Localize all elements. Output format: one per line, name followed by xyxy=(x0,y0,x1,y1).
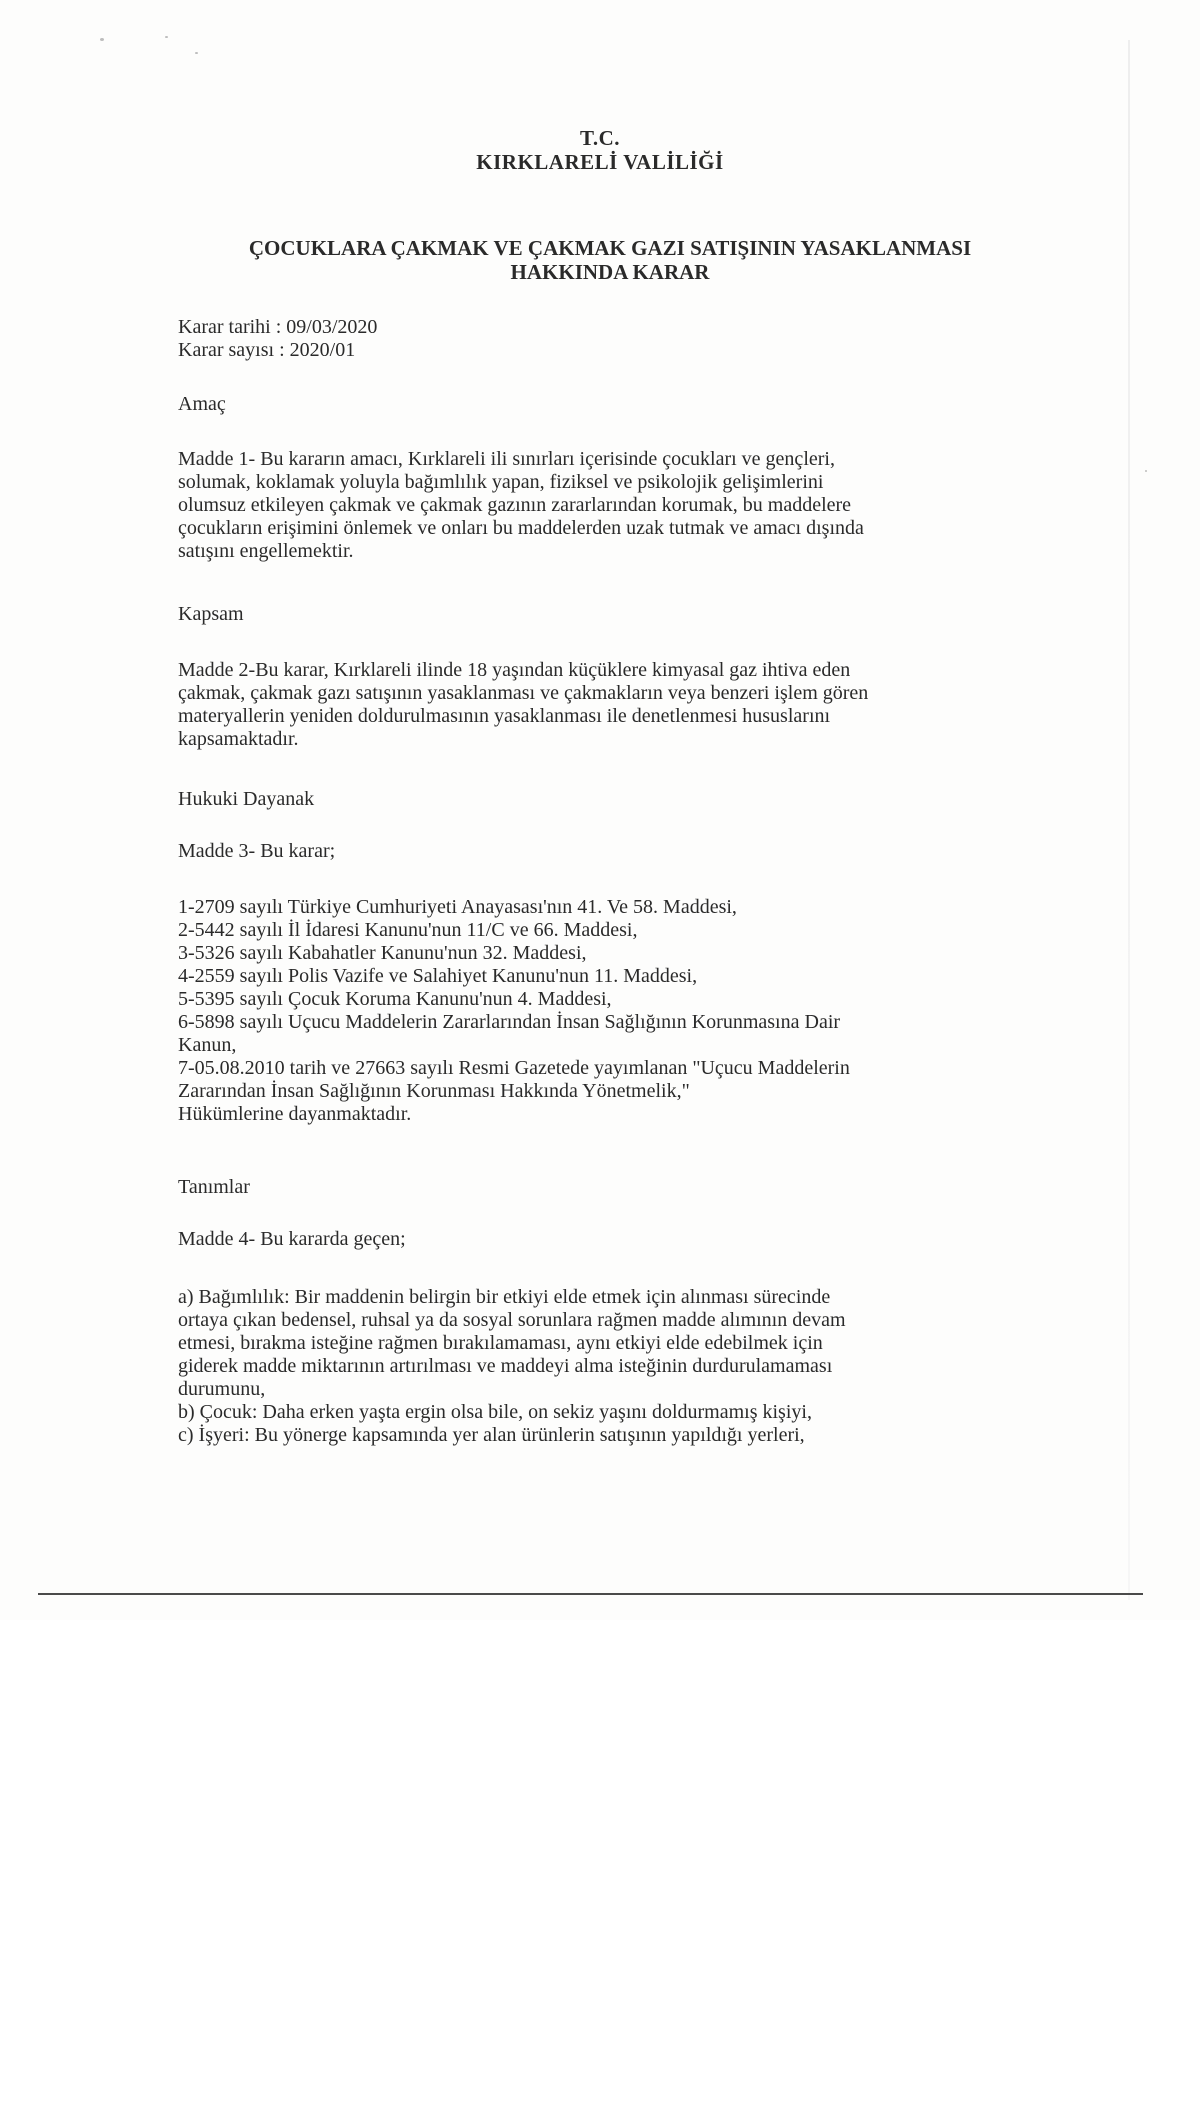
section-body-kapsam xyxy=(178,659,1058,751)
paragraph-line: olumsuz etkileyen çakmak ve çakmak gazının zararlarından korumak, bu maddelere xyxy=(178,494,852,516)
paragraph-line: satışını engellemektir. xyxy=(178,540,354,562)
legal-basis-item: Kanun, xyxy=(178,1034,237,1056)
definition-line: giderek madde miktarının artırılması ve maddeyi alma isteğinin durdurulamaması xyxy=(178,1355,833,1377)
section-heading-amac: Amaç xyxy=(178,393,226,415)
paragraph-line: Madde 1- Bu kararın amacı, Kırklareli ili sınırları içerisinde çocukları ve gençleri, xyxy=(178,448,835,470)
definition-line: durumunu, xyxy=(178,1378,266,1400)
legal-basis-item: 2-5442 sayılı İl İdaresi Kanunu'nun 11/C ve 66. Maddesi, xyxy=(178,919,638,941)
legal-basis-item: 5-5395 sayılı Çocuk Koruma Kanunu'nun 4. Maddesi, xyxy=(178,988,612,1010)
legal-basis-item: 1-2709 sayılı Türkiye Cumhuriyeti Anayasası'nın 41. Ve 58. Maddesi, xyxy=(178,896,737,918)
paragraph-line: çocukların erişimini önlemek ve onları bu maddelerden uzak tutmak ve amacı dışında xyxy=(178,517,864,539)
paragraph-line: solumak, koklamak yoluyla bağımlılık yapan, fiziksel ve psikolojik gelişimlerini xyxy=(178,471,824,493)
legal-basis-item: 6-5898 sayılı Uçucu Maddelerin Zararlarından İnsan Sağlığının Korunmasına Dair xyxy=(178,1011,841,1033)
definition-line: b) Çocuk: Daha erken yaşta ergin olsa bile, on sekiz yaşını doldurmamış kişiyi, xyxy=(178,1401,812,1423)
section-heading-tanimlar: Tanımlar xyxy=(178,1176,250,1198)
document-title-line-1: ÇOCUKLARA ÇAKMAK VE ÇAKMAK GAZI SATIŞININ YASAKLANMASI xyxy=(248,236,972,260)
legal-basis-item: 3-5326 sayılı Kabahatler Kanunu'nun 32. Maddesi, xyxy=(178,942,587,964)
legal-basis-item: Zararından İnsan Sağlığının Korunması Hakkında Yönetmelik," xyxy=(178,1080,690,1102)
section-intro-madde-3: Madde 3- Bu karar; xyxy=(178,840,336,862)
legal-basis-item: 7-05.08.2010 tarih ve 27663 sayılı Resmi Gazetede yayımlanan "Uçucu Maddelerin xyxy=(178,1057,850,1079)
paragraph-line: kapsamaktadır. xyxy=(178,728,299,750)
section-heading-kapsam: Kapsam xyxy=(178,603,244,625)
definition-line: c) İşyeri: Bu yönerge kapsamında yer alan ürünlerin satışının yapıldığı yerleri, xyxy=(178,1424,805,1446)
decision-number: Karar sayısı : 2020/01 xyxy=(178,339,356,361)
definition-line: ortaya çıkan bedensel, ruhsal ya da sosyal sorunlara rağmen madde alımının devam xyxy=(178,1309,846,1331)
scan-speck xyxy=(100,38,104,41)
scan-speck xyxy=(1145,470,1147,472)
page-bottom-rule xyxy=(38,1593,1143,1595)
paragraph-line: çakmak, çakmak gazı satışının yasaklanması ve çakmakların veya benzeri işlem gören xyxy=(178,682,869,704)
scan-speck xyxy=(195,52,198,54)
section-heading-hukuki-dayanak: Hukuki Dayanak xyxy=(178,788,315,810)
definition-line: etmesi, bırakma isteğine rağmen bırakılamaması, aynı etkiyi elde edebilmek için xyxy=(178,1332,823,1354)
paragraph-line: Madde 2-Bu karar, Kırklareli ilinde 18 yaşından küçüklere kimyasal gaz ihtiva eden xyxy=(178,659,851,681)
header-tc: T.C. xyxy=(579,126,621,150)
section-body-tanimlar xyxy=(178,1286,1058,1447)
scan-edge-shadow xyxy=(1128,40,1130,1600)
section-body-amac xyxy=(178,448,1058,563)
legal-basis-item: 4-2559 sayılı Polis Vazife ve Salahiyet Kanunu'nun 11. Maddesi, xyxy=(178,965,698,987)
decision-date: Karar tarihi : 09/03/2020 xyxy=(178,316,378,338)
document-title-line-2: HAKKINDA KARAR xyxy=(510,260,710,284)
paragraph-line: materyallerin yeniden doldurulmasının yasaklanması ile denetlenmesi hususlarını xyxy=(178,705,831,727)
section-intro-madde-4: Madde 4- Bu kararda geçen; xyxy=(178,1228,406,1250)
legal-basis-item: Hükümlerine dayanmaktadır. xyxy=(178,1103,412,1125)
section-body-hukuki-dayanak xyxy=(178,896,1058,1126)
header-valilik: KIRKLARELİ VALİLİĞİ xyxy=(476,150,724,174)
scan-speck xyxy=(165,36,168,38)
definition-line: a) Bağımlılık: Bir maddenin belirgin bir etkiyi elde etmek için alınması sürecinde xyxy=(178,1286,831,1308)
